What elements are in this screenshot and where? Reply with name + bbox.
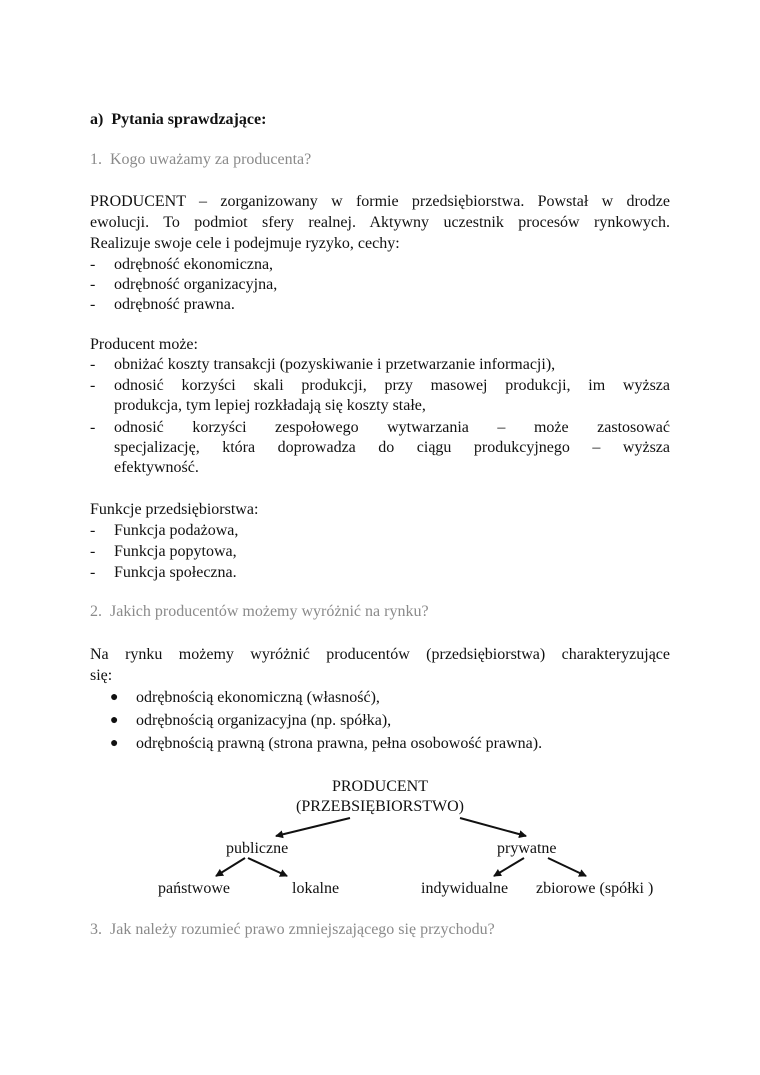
rynek-line-2: się: <box>90 667 113 684</box>
list-item-text: odrębnością prawną (strona prawna, pełna osobowość prawna). <box>136 735 543 752</box>
diagram-node-publiczne: publiczne <box>226 840 289 857</box>
list-item-text: obniżać koszty transakcji (pozyskiwanie i przetwarzanie informacji), <box>114 356 556 373</box>
diagram-root-line-1: PRODUCENT <box>331 778 428 795</box>
rynek-line-1: Na rynku możemy wyróżnić producentów (przedsiębiorstwa) charakteryzujące <box>90 646 670 663</box>
section-heading: a) Pytania sprawdzające: <box>90 111 267 128</box>
diagram-root-line-2: (PRZEBSIĘBIORSTWO) <box>296 798 464 815</box>
dash-marker: - <box>90 564 96 581</box>
arrow-root-to-publiczne <box>276 818 350 836</box>
funkcje-intro: Funkcje przedsiębiorstwa: <box>90 501 259 518</box>
dash-marker: - <box>90 419 96 436</box>
list-item-text: odrębność ekonomiczna, <box>114 256 274 273</box>
diagram-node-lokalne: lokalne <box>292 880 340 897</box>
list-item-text: odnosić korzyści skali produkcji, przy masowej produkcji, im wyższa produkcja, tym lepiej rozkładają się koszty stałe, <box>114 377 670 414</box>
dash-marker: - <box>90 543 96 560</box>
list-item-text: odrębnością ekonomiczną (własność), <box>136 689 380 706</box>
dash-marker: - <box>90 377 96 394</box>
diagram-node-indywidualne: indywidualne <box>421 880 509 897</box>
dash-marker: - <box>90 256 96 273</box>
dash-marker: - <box>90 296 96 313</box>
dash-marker: - <box>90 522 96 539</box>
diagram-node-zbiorowe: zbiorowe (spółki ) <box>536 880 654 897</box>
bullet-icon: ● <box>110 690 119 705</box>
producent-moze-intro: Producent może: <box>90 336 198 353</box>
producent-line-2: ewolucji. To podmiot sfery realnej. Aktywny uczestnik procesów rynkowych. <box>90 214 670 231</box>
question-1: 1. Kogo uważamy za producenta? <box>90 151 312 168</box>
dash-marker: - <box>90 276 96 293</box>
bullet-icon: ● <box>110 736 119 751</box>
list-item-text: odrębnością organizacyjna (np. spółka), <box>136 712 392 729</box>
arrow-prywatne-to-zbiorowe <box>548 858 586 876</box>
arrow-prywatne-to-indywidualne <box>494 858 524 876</box>
list-item-text: Funkcja popytowa, <box>114 543 237 560</box>
dash-marker: - <box>90 356 96 373</box>
list-item-text: Funkcja podażowa, <box>114 522 239 539</box>
diagram-node-panstwowe: państwowe <box>158 880 230 897</box>
producent-line-3: Realizuje swoje cele i podejmuje ryzyko, cechy: <box>90 235 400 252</box>
question-2: 2. Jakich producentów możemy wyróżnić na rynku? <box>90 603 429 620</box>
diagram-node-prywatne: prywatne <box>497 840 557 857</box>
producent-line-1: PRODUCENT – zorganizowany w formie przedsiębiorstwa. Powstał w drodze <box>90 193 670 210</box>
list-item-text: odrębność organizacyjna, <box>114 276 278 293</box>
list-item-text: Funkcja społeczna. <box>114 564 237 581</box>
arrow-publiczne-to-panstwowe <box>216 858 245 876</box>
bullet-icon: ● <box>110 713 119 728</box>
arrow-root-to-prywatne <box>460 818 526 836</box>
question-3: 3. Jak należy rozumieć prawo zmniejszającego się przychodu? <box>90 921 495 938</box>
list-item-text: odnosić korzyści zespołowego wytwarzania – może zastosować specjalizację, która doprowadza do ciągu produkcyjnego – wyższa efektywność. <box>114 419 670 476</box>
arrow-publiczne-to-lokalne <box>248 858 287 876</box>
list-item-text: odrębność prawna. <box>114 296 235 313</box>
